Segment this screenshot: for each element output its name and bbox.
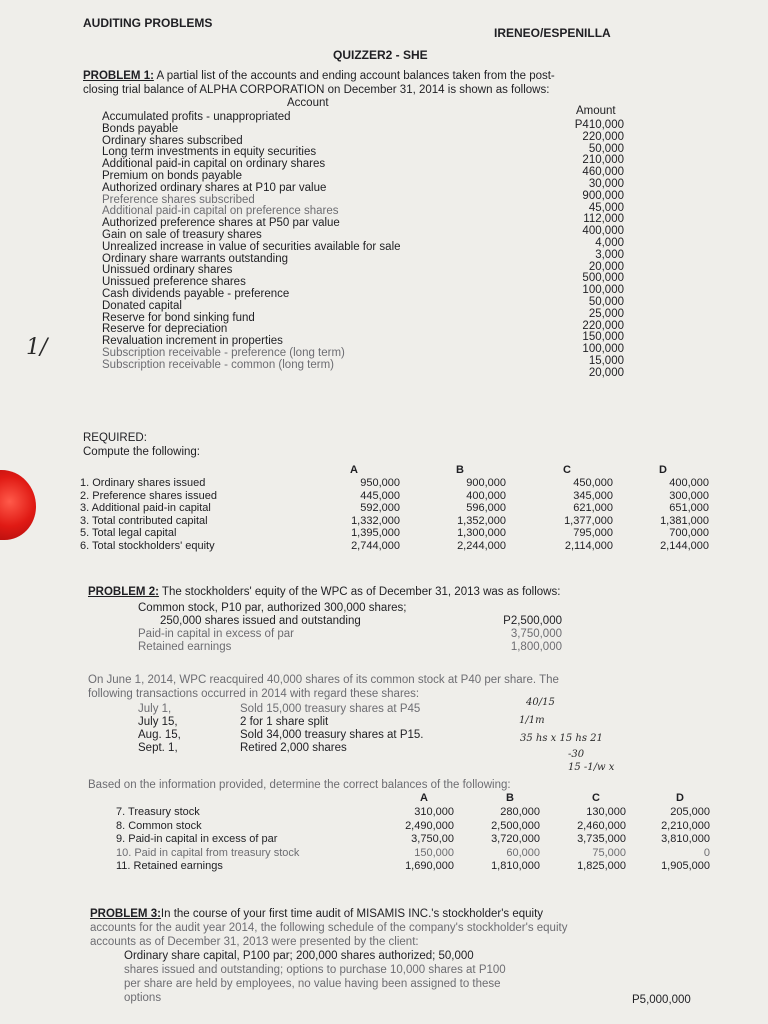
problem3-intro-2: accounts for the audit year 2014, the following schedule of the company's stockholder's equity <box>90 922 568 934</box>
choice-a: 950,000 <box>360 477 400 489</box>
account-amount: 210,000 <box>582 154 624 166</box>
account-amount: 900,000 <box>582 190 624 202</box>
choice-b: 1,810,000 <box>491 860 540 872</box>
choice-c: 130,000 <box>586 806 626 818</box>
account-name: Cash dividends payable - preference <box>102 288 290 300</box>
account-name: Bonds payable <box>102 123 179 135</box>
account-amount: 500,000 <box>582 272 624 284</box>
transaction-date: July 1, <box>138 703 172 715</box>
problem3-intro-3: accounts as of December 31, 2013 were presented by the client: <box>90 936 419 948</box>
choice-a: 1,690,000 <box>405 860 454 872</box>
question-label: 10. Paid in capital from treasury stock <box>116 846 300 859</box>
question-label: 8. Common stock <box>116 819 202 832</box>
question-label: 9. Paid-in capital in excess of par <box>116 833 278 845</box>
account-amount: 4,000 <box>595 237 624 249</box>
problem3-detail-1: Ordinary share capital, P100 par; 200,000 shares authorized; 50,000 <box>124 950 474 962</box>
handwritten-note-5: 15 -1/w x <box>568 762 615 773</box>
account-amount: 20,000 <box>588 261 624 273</box>
question-label: 5. Total legal capital <box>80 527 177 539</box>
equity-amount: 1,800,000 <box>510 641 562 653</box>
handwritten-note-4: -30 <box>568 749 585 760</box>
account-name: Ordinary share warrants outstanding <box>102 253 289 265</box>
choice-d: 400,000 <box>669 477 709 489</box>
choice-c: 345,000 <box>573 489 613 502</box>
problem1-intro: PROBLEM 1: A partial list of the accounts and ending account balances taken from the post- <box>83 70 555 82</box>
transaction-date: July 15, <box>138 716 178 728</box>
equity-line: Common stock, P10 par, authorized 300,000 shares; <box>138 602 407 614</box>
problem2-based-instruction: Based on the information provided, determine the correct balances of the following: <box>88 779 511 791</box>
account-name: Additional paid-in capital on preference shares <box>102 205 339 217</box>
question-label: 6. Total stockholders' equity <box>80 539 215 552</box>
choice-d: 205,000 <box>670 806 710 818</box>
account-name: Accumulated profits - unappropriated <box>102 111 291 123</box>
choice-b: 3,720,000 <box>491 833 540 845</box>
choice-d: 700,000 <box>669 527 709 539</box>
thumb-fingertip <box>0 470 36 540</box>
choice-b: 2,500,000 <box>491 819 540 832</box>
account-name: Donated capital <box>102 300 182 312</box>
choice-header: B <box>456 464 464 476</box>
account-amount: 400,000 <box>582 225 624 237</box>
account-name: Unissued preference shares <box>102 276 246 288</box>
compute-instruction: Compute the following: <box>83 446 200 458</box>
choice-b: 900,000 <box>466 477 506 489</box>
problem2-narrative-1: On June 1, 2014, WPC reacquired 40,000 shares of its common stock at P40 per share. The <box>88 674 559 686</box>
quiz-title: QUIZZER2 - SHE <box>333 48 428 62</box>
choice-c: 2,114,000 <box>564 539 613 552</box>
transaction-date: Aug. 15, <box>138 729 181 741</box>
problem1-intro-2: closing trial balance of ALPHA CORPORATION on December 31, 2014 is shown as follows: <box>83 84 550 96</box>
problem3-detail-3: per share are held by employees, no value having been assigned to these <box>124 978 501 990</box>
author-names: IRENEO/ESPENILLA <box>494 26 611 40</box>
account-name: Premium on bonds payable <box>102 170 242 182</box>
choice-d: 651,000 <box>669 502 709 514</box>
question-label: 1. Ordinary shares issued <box>80 477 206 489</box>
question-label: 3. Total contributed capital <box>80 514 208 527</box>
account-name: Ordinary shares subscribed <box>102 135 243 147</box>
choice-header: B <box>506 792 514 804</box>
account-amount: 30,000 <box>588 178 624 190</box>
question-label: 11. Retained earnings <box>116 860 223 872</box>
account-amount: 100,000 <box>582 343 624 355</box>
problem2-label: PROBLEM 2: <box>88 586 159 598</box>
choice-d: 1,381,000 <box>660 514 709 527</box>
account-name: Gain on sale of treasury shares <box>102 229 262 241</box>
problem2-narrative-2: following transactions occurred in 2014 with regard these shares: <box>88 688 420 700</box>
question-label: 7. Treasury stock <box>116 806 200 818</box>
transaction-description: 2 for 1 share split <box>240 716 329 728</box>
choice-header: C <box>563 464 571 476</box>
problem3-detail-2: shares issued and outstanding; options to purchase 10,000 shares at P100 <box>124 964 506 976</box>
account-amount: 150,000 <box>582 331 624 343</box>
choice-c: 621,000 <box>573 502 613 514</box>
choice-c: 2,460,000 <box>577 819 626 832</box>
account-name: Unrealized increase in value of securities available for sale <box>102 241 401 253</box>
transaction-description: Retired 2,000 shares <box>240 742 347 754</box>
transaction-date: Sept. 1, <box>138 742 178 754</box>
problem2-intro: PROBLEM 2: The stockholders' equity of the WPC as of December 31, 2013 was as follows: <box>88 586 561 598</box>
account-column-header: Account <box>287 97 329 109</box>
choice-a: 1,395,000 <box>351 527 400 539</box>
required-heading: REQUIRED: <box>83 432 147 444</box>
account-name: Additional paid-in capital on ordinary shares <box>102 158 326 170</box>
choice-c: 450,000 <box>573 477 613 489</box>
choice-d: 0 <box>703 846 710 859</box>
choice-d: 1,905,000 <box>661 860 710 872</box>
problem1-label: PROBLEM 1: <box>83 70 154 82</box>
account-amount: 45,000 <box>588 202 624 214</box>
question-label: 3. Additional paid-in capital <box>80 502 211 514</box>
equity-amount: P2,500,000 <box>503 615 562 627</box>
choice-c: 3,735,000 <box>577 833 626 845</box>
account-amount: 3,000 <box>595 249 624 261</box>
account-name: Unissued ordinary shares <box>102 264 233 276</box>
choice-b: 1,352,000 <box>457 514 506 527</box>
choice-header: A <box>350 464 358 476</box>
transaction-description: Sold 34,000 treasury shares at P15. <box>240 729 424 741</box>
choice-d: 3,810,000 <box>661 833 710 845</box>
choice-d: 300,000 <box>669 489 709 502</box>
choice-b: 2,244,000 <box>457 539 506 552</box>
account-name: Preference shares subscribed <box>102 194 255 206</box>
question-label: 2. Preference shares issued <box>80 489 217 502</box>
choice-c: 1,377,000 <box>564 514 613 527</box>
account-name: Authorized ordinary shares at P10 par value <box>102 182 327 194</box>
choice-b: 400,000 <box>466 489 506 502</box>
equity-line: 250,000 shares issued and outstanding <box>160 615 361 627</box>
account-amount: 220,000 <box>582 131 624 143</box>
equity-amount: 3,750,000 <box>510 628 562 640</box>
choice-header: D <box>659 464 667 476</box>
choice-c: 795,000 <box>573 527 613 539</box>
choice-a: 3,750,00 <box>411 833 454 845</box>
choice-a: 445,000 <box>360 489 400 502</box>
choice-a: 592,000 <box>360 502 400 514</box>
choice-c: 75,000 <box>592 846 626 859</box>
account-amount: 112,000 <box>583 213 624 225</box>
choice-header: C <box>592 792 600 804</box>
equity-line: Retained earnings <box>138 641 232 653</box>
handwritten-note-3: 35 hs x 15 hs 21 <box>520 733 603 744</box>
problem3-intro: PROBLEM 3:In the course of your first time audit of MISAMIS INC.'s stockholder's equity <box>90 908 544 920</box>
choice-b: 280,000 <box>500 806 540 818</box>
handwritten-note-2: 1/1m <box>519 715 545 726</box>
choice-c: 1,825,000 <box>577 860 626 872</box>
choice-b: 596,000 <box>466 502 506 514</box>
course-title: AUDITING PROBLEMS <box>83 16 213 30</box>
account-amount: 220,000 <box>582 320 624 332</box>
account-amount: 25,000 <box>588 308 624 320</box>
choice-d: 2,144,000 <box>660 539 709 552</box>
account-amount: 50,000 <box>588 296 624 308</box>
problem3-amount: P5,000,000 <box>632 994 691 1006</box>
account-amount: 20,000 <box>588 367 624 379</box>
transaction-description: Sold 15,000 treasury shares at P45 <box>240 703 421 715</box>
account-name: Subscription receivable - common (long term) <box>102 359 335 371</box>
account-name: Long term investments in equity securities <box>102 146 317 158</box>
problem3-detail-4: options <box>124 992 162 1004</box>
choice-a: 2,490,000 <box>405 819 454 832</box>
account-amount: 15,000 <box>588 355 624 367</box>
account-amount: 50,000 <box>588 143 624 155</box>
account-name: Subscription receivable - preference (long term) <box>102 347 345 359</box>
choice-header: D <box>676 792 684 804</box>
problem3-label: PROBLEM 3: <box>90 908 161 920</box>
margin-check-mark: 1/ <box>26 335 48 360</box>
handwritten-note-1: 40/15 <box>526 697 555 708</box>
equity-line: Paid-in capital in excess of par <box>138 628 294 640</box>
choice-a: 2,744,000 <box>351 539 400 552</box>
account-name: Revaluation increment in properties <box>102 335 283 347</box>
choice-b: 60,000 <box>506 846 540 859</box>
account-name: Reserve for depreciation <box>102 323 228 335</box>
amount-column-header: Amount <box>576 105 616 117</box>
choice-header: A <box>420 792 428 804</box>
choice-d: 2,210,000 <box>661 819 710 832</box>
choice-a: 150,000 <box>414 846 454 859</box>
choice-a: 310,000 <box>414 806 454 818</box>
account-name: Authorized preference shares at P50 par value <box>102 217 340 229</box>
choice-b: 1,300,000 <box>457 527 506 539</box>
account-amount: 460,000 <box>582 166 624 178</box>
account-amount: 100,000 <box>582 284 624 296</box>
account-name: Reserve for bond sinking fund <box>102 312 255 324</box>
choice-a: 1,332,000 <box>351 514 400 527</box>
account-amount: P410,000 <box>574 119 624 131</box>
